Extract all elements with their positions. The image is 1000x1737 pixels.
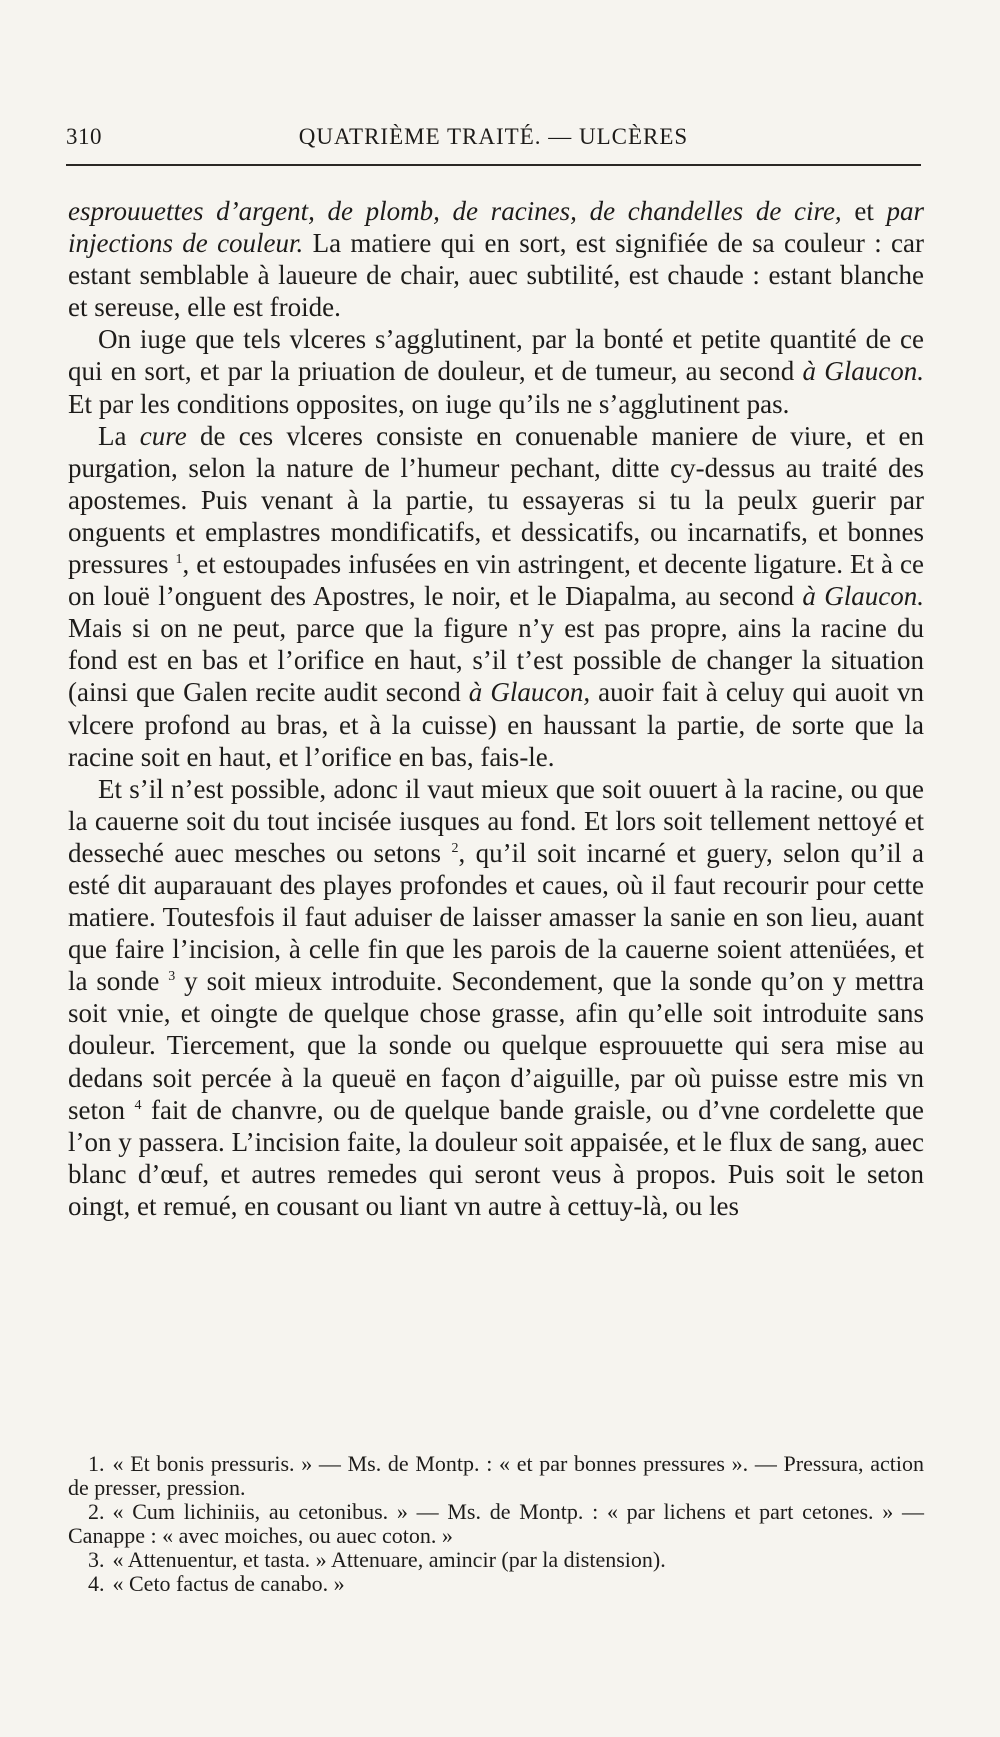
footnote-number: 4. [88,1571,105,1596]
italic-phrase: à Glaucon. [802,581,924,612]
paragraph [68,773,924,1222]
text-run: La [98,420,140,451]
text-run: fait de chanvre, ou de quelque bande graisle, ou d’vne cordelette que l’on y passera. L’incision faite, la douleur soit appaisée, et le flux de sang, auec blanc d’œuf, et autres remedes qui seront veus à propos. Puis soit le seton oingt, et remué, en cousant ou liant vn autre à cettuy-là, ou les [68,1094,924,1221]
header-rule [66,164,921,166]
footnote-number: 1. [88,1451,105,1476]
footnote-ref: 4 [134,1097,142,1113]
italic-phrase: par injections de couleur. [68,196,924,259]
text-run: de ces vlceres consiste en conuenable maniere de viure, et en purgation, selon la nature de l’humeur pechant, ditte cy-dessus au traité des apostemes. Puis venant à la partie, tu essayeras si tu la peulx guerir par onguents et emplastres mondificatifs, et dessicatifs, ou incarnatifs, et bonnes pressures [68,420,924,580]
text-run: et [841,196,887,226]
paragraph [68,195,924,323]
text-run: y soit mieux introduite. Secondement, que la sonde qu’on y mettra soit vnie, et oingte de quelque chose grasse, afin qu’elle soit introduite sans douleur. Tiercement, que la sonde ou quelque esprouuette qui sera mise au dedans soit percée à la queuë en façon d’aiguille, par où puisse estre mis vn seton [68,966,924,1125]
page-number: 310 [66,124,102,149]
text-run: Et s’il n’est possible, adonc il vaut mieux que soit ouuert à la racine, ou que la cauerne soit du tout incisée iusques au fond. Et lors soit tellement nettoyé et desseché auec mesches ou setons [68,773,924,868]
footnote-text: « Ceto factus de canabo. » [112,1571,345,1596]
footnote-ref: 1 [175,552,183,568]
paragraph [68,420,924,773]
footnote-ref: 3 [168,969,176,985]
main-text [68,195,924,1222]
paragraph [68,323,924,419]
text-run: Et par les conditions opposites, on iuge qu’ils ne s’agglutinent pas. [68,388,790,419]
footnote-number: 2. [88,1499,105,1524]
footnote-ref: 2 [451,840,459,856]
page-header [66,120,921,156]
italic-phrase: cure [139,420,187,451]
footnote [68,1572,924,1596]
footnote-text: « Et bonis pressuris. » — Ms. de Montp. : « et par bonnes pressures ». — Pressura, action de presser, pression. [68,1451,924,1500]
footnote-text: « Cum lichiniis, au cetonibus. » — Ms. de Montp. : « par lichens et part cetones. » — Canappe : « avec moiches, ou auec coton. » [68,1499,924,1548]
footnote-number: 3. [88,1547,105,1572]
italic-phrase: à Glaucon. [802,356,924,387]
text-run: , et estoupades infusées en vin astringent, et decente ligature. Et à ce on louë l’onguent des Apostres, le noir, et le Diapalma, au second [68,549,924,612]
footnote [68,1548,924,1572]
running-title: QUATRIÈME TRAITÉ. — ULCÈRES [298,124,689,149]
footnote [68,1500,924,1548]
footnote [68,1452,924,1500]
text-run: Mais si on ne peut, parce que la figure n’y est pas propre, ains la racine du fond est en bas et l’orifice en haut, s’il t’est possible de changer la situation (ainsi que Galen recite audit second [68,613,924,708]
footnote-text: « Attenuentur, et tasta. » Attenuare, amincir (par la distension). [112,1547,666,1572]
text-run: auoir fait à celuy qui auoit vn vlcere profond au bras, et à la cuisse) en haussant la partie, de sorte que la racine soit en haut, et l’orifice en bas, fais-le. [68,677,924,772]
text-run: La matiere qui en sort, est signifiée de sa couleur : car estant semblable à laueure de chair, auec subtilité, est chaude : estant blanche et sereuse, elle est froide. [68,228,924,323]
italic-phrase: esprouuettes d’argent, de plomb, de racines, de chandelles de cire, [68,196,842,226]
italic-phrase: à Glaucon, [468,677,591,708]
text-run: , qu’il soit incarné et guery, selon qu’il a esté dit auparauant des playes profondes et caues, où il faut recourir pour cette matiere. Toutesfois il faut aduiser de laisser amasser la sanie en son lieu, auant que faire l’incision, à celle fin que les parois de la cauerne soient attenüées, et la sonde [68,837,924,997]
text-run: On iuge que tels vlceres s’agglutinent, par la bonté et petite quantité de ce qui en sort, et par la priuation de douleur, et de tumeur, au second [68,324,924,387]
footnotes [68,1452,924,1596]
